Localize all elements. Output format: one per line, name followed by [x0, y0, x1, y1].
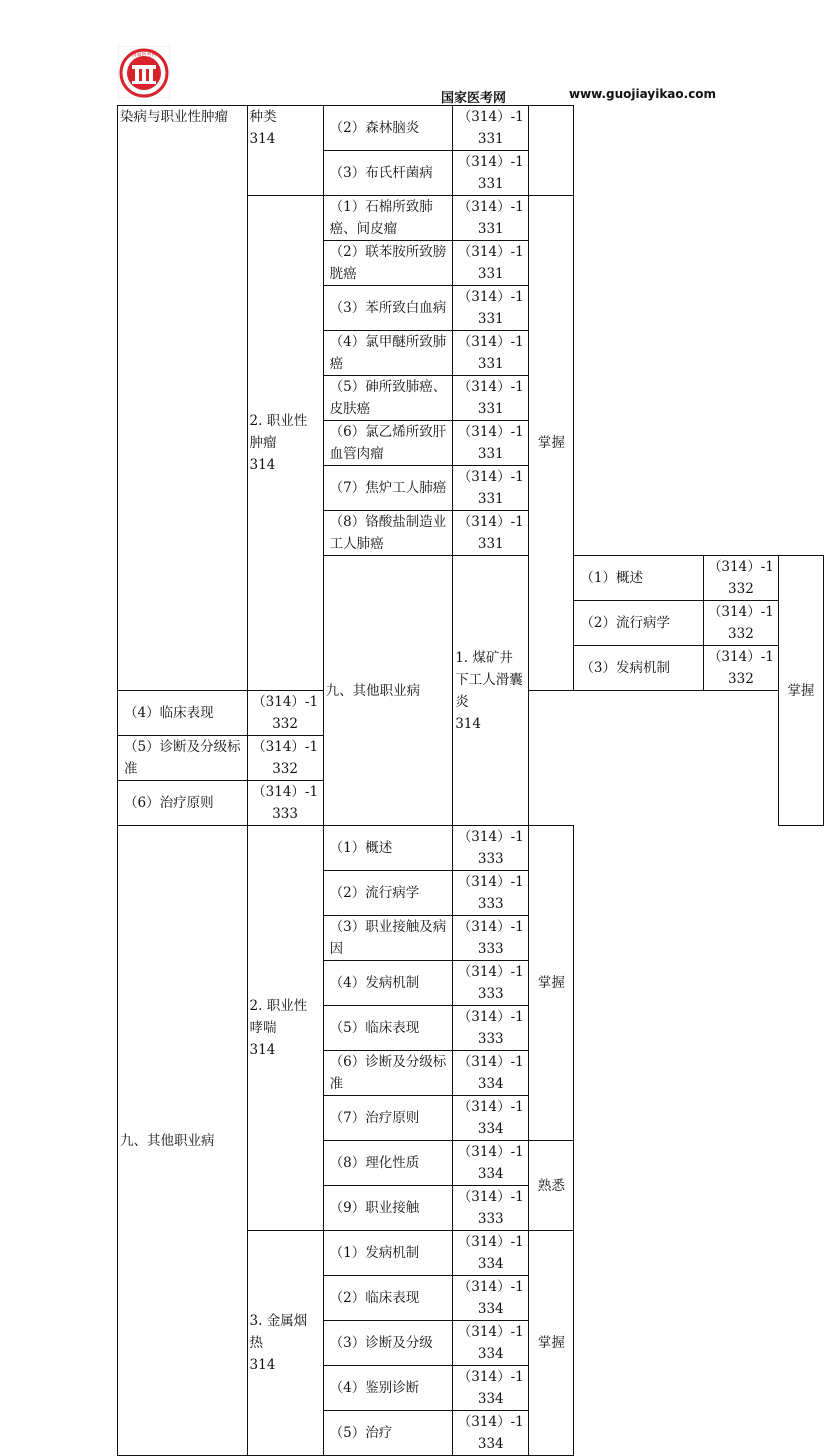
item-cell: （5）诊断及分级标准	[118, 736, 248, 781]
code-cell: （314）-1333	[453, 961, 529, 1006]
category-cell: 九、其他职业病	[118, 826, 248, 1456]
code-cell: （314）-1333	[453, 916, 529, 961]
item-cell: （8）理化性质	[323, 1141, 453, 1186]
code-cell: （314）-1331	[453, 421, 529, 466]
category-cell: 九、其他职业病	[323, 556, 453, 826]
code-cell: （314）-1334	[453, 1366, 529, 1411]
code-cell: （314）-1331	[453, 466, 529, 511]
item-cell: （9）职业接触	[323, 1186, 453, 1231]
code-cell: （314）-1332	[247, 691, 323, 736]
subunit-cell: 种类 314	[247, 106, 323, 196]
item-cell: （1）概述	[574, 556, 704, 601]
code-cell: （314）-1332	[703, 601, 778, 646]
item-cell: （2）联苯胺所致膀胱癌	[323, 241, 453, 286]
item-cell: （5）治疗	[323, 1411, 453, 1456]
code-cell: （314）-1333	[453, 1186, 529, 1231]
subunit-cell: 3. 金属烟热 314	[247, 1231, 323, 1456]
item-cell: （3）发病机制	[574, 646, 704, 691]
item-cell: （6）氯乙烯所致肝血管肉瘤	[323, 421, 453, 466]
code-cell: （314）-1331	[453, 331, 529, 376]
requirement-cell: 熟悉	[529, 1141, 574, 1231]
code-cell: （314）-1334	[453, 1321, 529, 1366]
item-cell: （6）诊断及分级标准	[323, 1051, 453, 1096]
site-logo	[118, 46, 170, 98]
item-cell: （4）临床表现	[118, 691, 248, 736]
code-cell: （314）-1334	[453, 1141, 529, 1186]
item-cell: （7）焦炉工人肺癌	[323, 466, 453, 511]
item-cell: （3）苯所致白血病	[323, 286, 453, 331]
code-cell: （314）-1331	[453, 241, 529, 286]
code-cell: （314）-1331	[453, 151, 529, 196]
item-cell: （4）氯甲醚所致肺癌	[323, 331, 453, 376]
code-cell: （314）-1332	[703, 556, 778, 601]
requirement-cell: 掌握	[529, 1231, 574, 1456]
syllabus-table	[117, 105, 824, 1456]
subunit-cell: 2. 职业性肿瘤 314	[247, 196, 323, 691]
site-url[interactable]: www.guojiayikao.com	[569, 87, 717, 101]
item-cell: （1）石棉所致肺癌、间皮瘤	[323, 196, 453, 241]
logo-text: 国家医考网	[131, 52, 157, 58]
item-cell: （3）职业接触及病因	[323, 916, 453, 961]
code-cell: （314）-1331	[453, 286, 529, 331]
item-cell: （8）铬酸盐制造业工人肺癌	[323, 511, 453, 556]
item-cell: （1）概述	[323, 826, 453, 871]
code-cell: （314）-1334	[453, 1276, 529, 1321]
requirement-cell: 掌握	[778, 556, 823, 826]
code-cell: （314）-1333	[453, 826, 529, 871]
item-cell: （2）森林脑炎	[323, 106, 453, 151]
table-row	[118, 106, 824, 151]
item-cell: （2）临床表现	[323, 1276, 453, 1321]
item-cell: （7）治疗原则	[323, 1096, 453, 1141]
code-cell: （314）-1331	[453, 106, 529, 151]
code-cell: （314）-1334	[453, 1096, 529, 1141]
code-cell: （314）-1334	[453, 1051, 529, 1096]
item-cell: （6）治疗原则	[118, 781, 248, 826]
item-cell: （3）布氏杆菌病	[323, 151, 453, 196]
code-cell: （314）-1331	[453, 511, 529, 556]
category-cell: 染病与职业性肿瘤	[118, 106, 248, 691]
item-cell: （5）临床表现	[323, 1006, 453, 1051]
code-cell: （314）-1333	[453, 1006, 529, 1051]
code-cell: （314）-1331	[453, 376, 529, 421]
item-cell: （4）发病机制	[323, 961, 453, 1006]
code-cell: （314）-1334	[453, 1231, 529, 1276]
subunit-cell: 1. 煤矿井下工人滑囊炎 314	[453, 556, 529, 826]
item-cell: （4）鉴别诊断	[323, 1366, 453, 1411]
item-cell: （2）流行病学	[574, 601, 704, 646]
item-cell: （3）诊断及分级	[323, 1321, 453, 1366]
site-name: 国家医考网	[441, 91, 507, 106]
requirement-cell	[529, 106, 574, 196]
code-cell: （314）-1332	[703, 646, 778, 691]
code-cell: （314）-1333	[247, 781, 323, 826]
code-cell: （314）-1334	[453, 1411, 529, 1456]
requirement-cell: 掌握	[529, 826, 574, 1141]
subunit-cell: 2. 职业性哮喘 314	[247, 826, 323, 1231]
code-cell: （314）-1333	[453, 871, 529, 916]
code-cell: （314）-1332	[247, 736, 323, 781]
item-cell: （5）砷所致肺癌、皮肤癌	[323, 376, 453, 421]
requirement-cell: 掌握	[529, 196, 574, 691]
table-row	[118, 826, 824, 871]
code-cell: （314）-1331	[453, 196, 529, 241]
item-cell: （1）发病机制	[323, 1231, 453, 1276]
item-cell: （2）流行病学	[323, 871, 453, 916]
